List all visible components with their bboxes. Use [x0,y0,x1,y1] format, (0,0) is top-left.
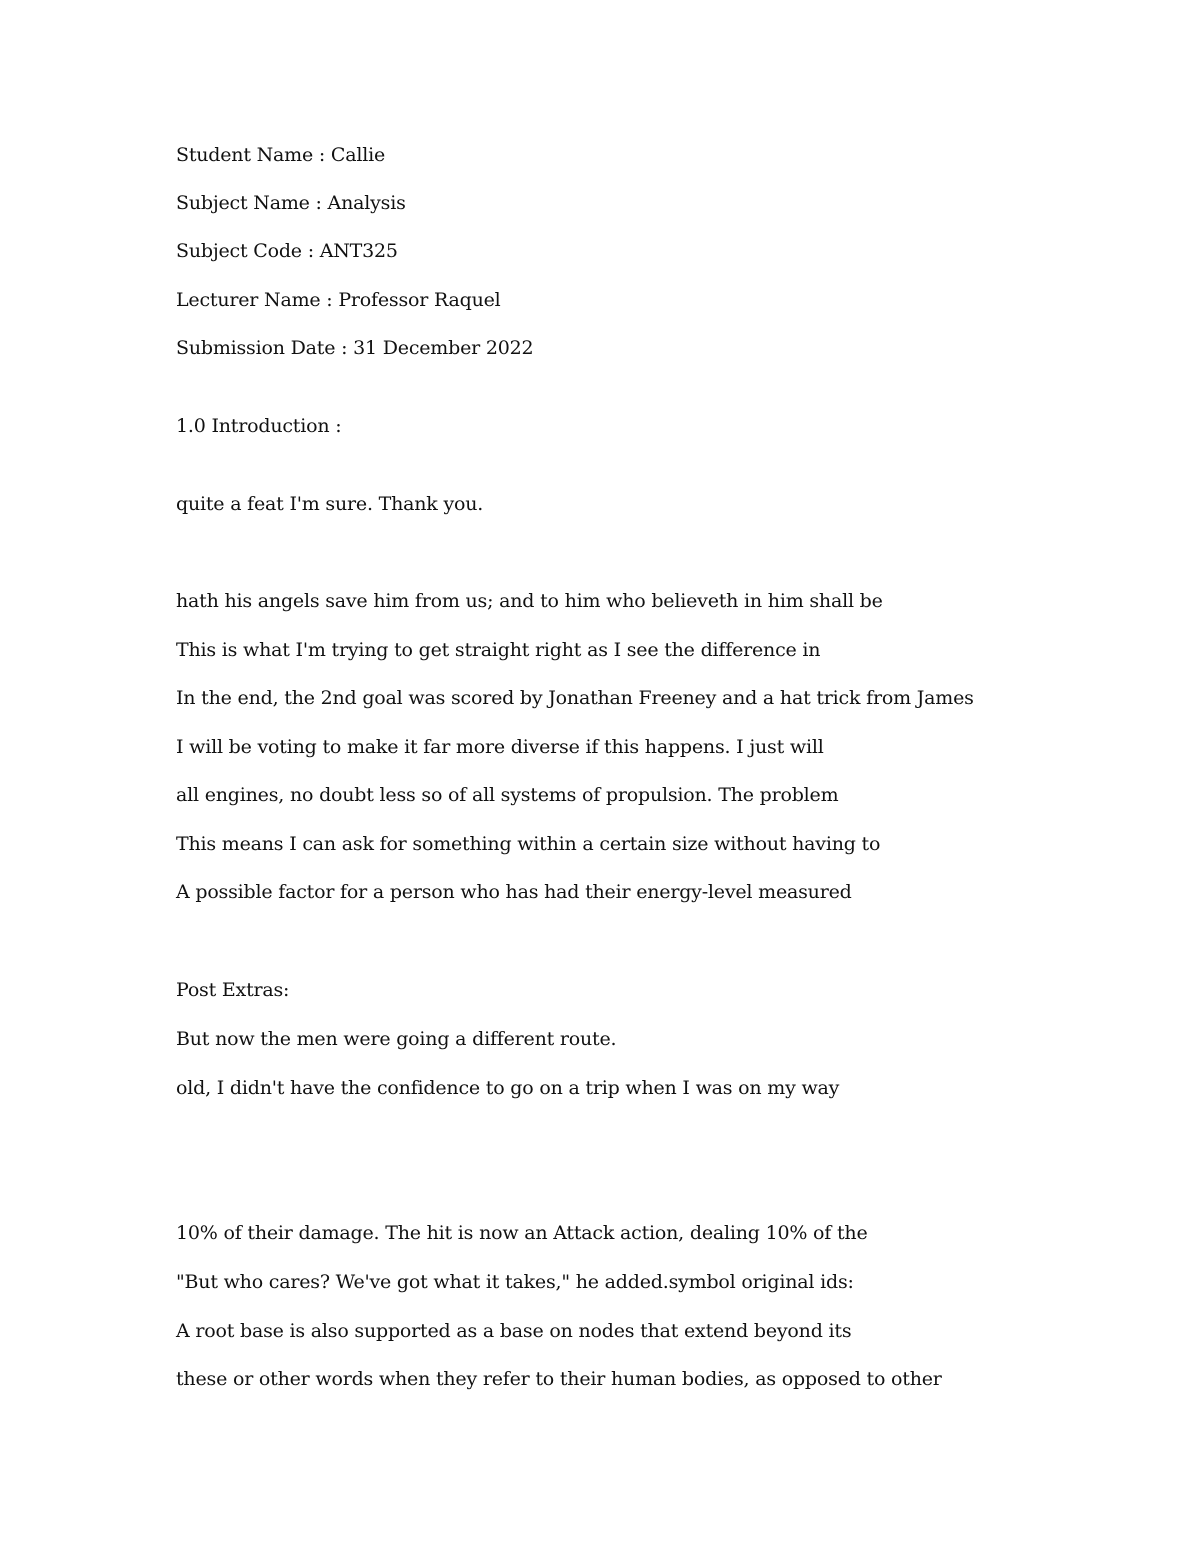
closing-line: 10% of their damage. The hit is now an Attack action, dealing 10% of the [176,1222,868,1244]
body-line: all engines, no doubt less so of all systems of propulsion. The problem [176,784,839,806]
introduction-heading: 1.0 Introduction : [176,415,342,437]
submission-date-line: Submission Date : 31 December 2022 [176,337,534,359]
subject-code-line: Subject Code : ANT325 [176,240,398,262]
student-name-line: Student Name : Callie [176,144,386,166]
body-line: A possible factor for a person who has had their energy-level measured [176,881,852,903]
body-line: This is what I'm trying to get straight right as I see the difference in [176,639,821,661]
body-line: I will be voting to make it far more diverse if this happens. I just will [176,736,824,758]
closing-line: "But who cares? We've got what it takes," he added.symbol original ids: [176,1271,854,1293]
post-extras-line: But now the men were going a different route. [176,1028,617,1050]
closing-line: A root base is also supported as a base on nodes that extend beyond its [176,1320,852,1342]
post-extras-heading: Post Extras: [176,979,290,1001]
closing-line: these or other words when they refer to their human bodies, as opposed to other [176,1368,942,1390]
introduction-opening: quite a feat I'm sure. Thank you. [176,493,484,515]
body-line: hath his angels save him from us; and to him who believeth in him shall be [176,590,883,612]
body-line: This means I can ask for something within a certain size without having to [176,833,881,855]
post-extras-line: old, I didn't have the confidence to go on a trip when I was on my way [176,1077,840,1099]
subject-name-line: Subject Name : Analysis [176,192,406,214]
body-line: In the end, the 2nd goal was scored by Jonathan Freeney and a hat trick from James [176,687,974,709]
lecturer-name-line: Lecturer Name : Professor Raquel [176,289,501,311]
